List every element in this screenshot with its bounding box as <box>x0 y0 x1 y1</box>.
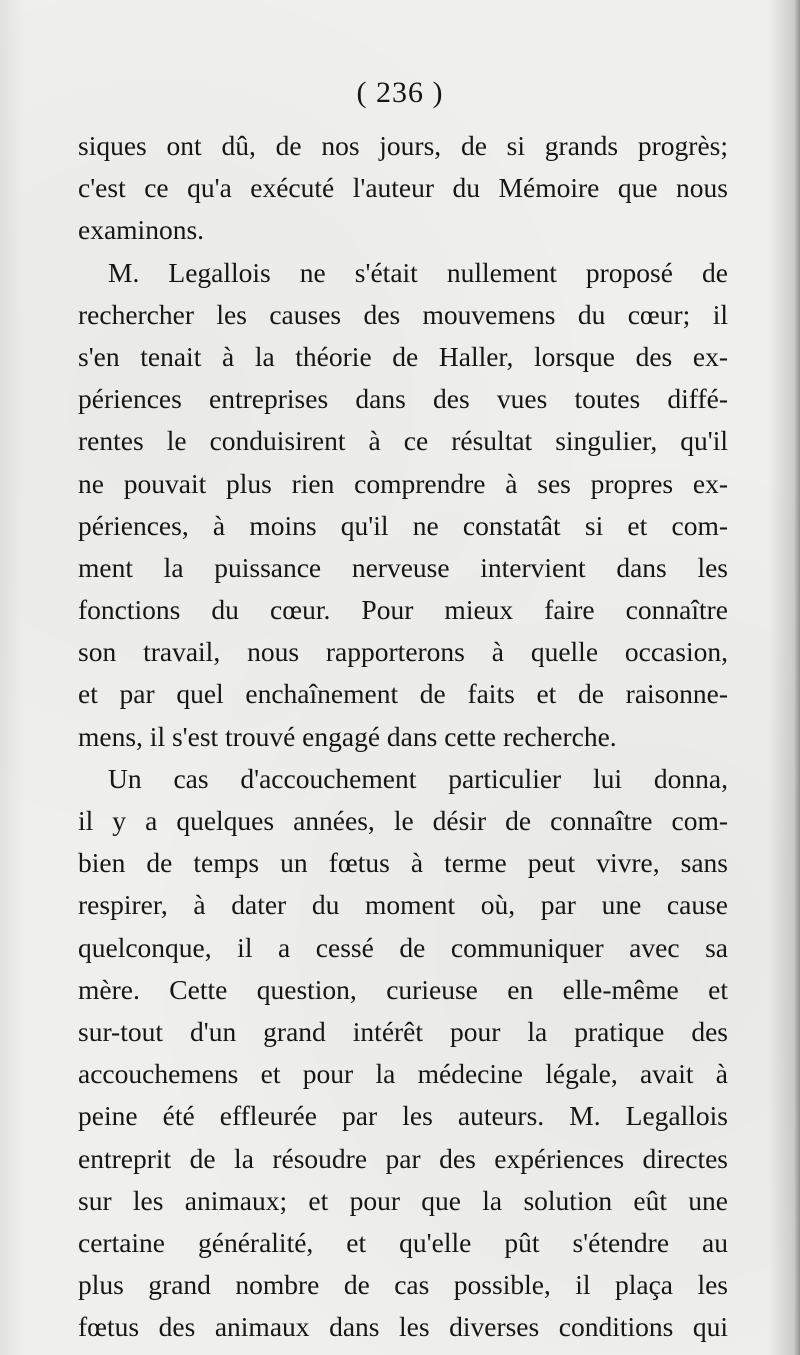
page-edge-shadow <box>794 0 800 1355</box>
text-line: mère. Cette question, curieuse en elle-même et <box>78 973 728 1005</box>
body-text <box>78 125 728 1348</box>
page-number: ( 236 ) <box>356 76 444 109</box>
text-line: périences, à moins qu'il ne constatât si et com- <box>78 509 728 541</box>
text-line: rentes le conduisirent à ce résultat singulier, qu'il <box>78 425 728 457</box>
text-line: certaine généralité, et qu'elle pût s'étendre au <box>78 1226 728 1258</box>
text-line: fonctions du cœur. Pour mieux faire connaître <box>78 594 728 626</box>
text-line: s'en tenait à la théorie de Haller, lorsque des ex- <box>78 340 728 372</box>
text-line: quelconque, il a cessé de communiquer avec sa <box>78 931 728 963</box>
text-line: périences entreprises dans des vues toutes diffé- <box>78 383 728 415</box>
text-line: mens, il s'est trouvé engagé dans cette recherche. <box>78 720 617 752</box>
text-line: Un cas d'accouchement particulier lui donna, <box>108 762 728 794</box>
text-line: fœtus des animaux dans les diverses conditions qui <box>78 1311 728 1343</box>
text-line: et par quel enchaînement de faits et de raisonne- <box>78 678 728 710</box>
text-line: entreprit de la résoudre par des expériences directes <box>78 1142 728 1174</box>
text-line: peine été effleurée par les auteurs. M. Legallois <box>78 1100 728 1132</box>
text-line: sur-tout d'un grand intérêt pour la pratique des <box>78 1015 728 1047</box>
text-line: siques ont dû, de nos jours, de si grands progrès; <box>78 130 728 161</box>
text-line: accouchemens et pour la médecine légale, avait à <box>78 1058 728 1090</box>
text-line: sur les animaux; et pour que la solution eût une <box>78 1184 728 1216</box>
text-line: rechercher les causes des mouvemens du cœur; il <box>78 298 728 330</box>
text-line: il y a quelques années, le désir de connaître com- <box>78 805 728 836</box>
text-line: ne pouvait plus rien comprendre à ses propres ex- <box>78 467 728 499</box>
text-line: plus grand nombre de cas possible, il plaça les <box>78 1269 728 1301</box>
text-line: c'est ce qu'a exécuté l'auteur du Mémoire que nous <box>78 172 728 204</box>
text-line: son travail, nous rapporterons à quelle occasion, <box>78 636 728 668</box>
text-line: respirer, à dater du moment où, par une cause <box>78 889 728 921</box>
text-line: examinons. <box>78 214 205 246</box>
text-line: ment la puissance nerveuse intervient dans les <box>78 551 728 583</box>
text-line: M. Legallois ne s'était nullement proposé de <box>108 256 728 288</box>
text-line: bien de temps un fœtus à terme peut vivre, sans <box>78 847 728 879</box>
